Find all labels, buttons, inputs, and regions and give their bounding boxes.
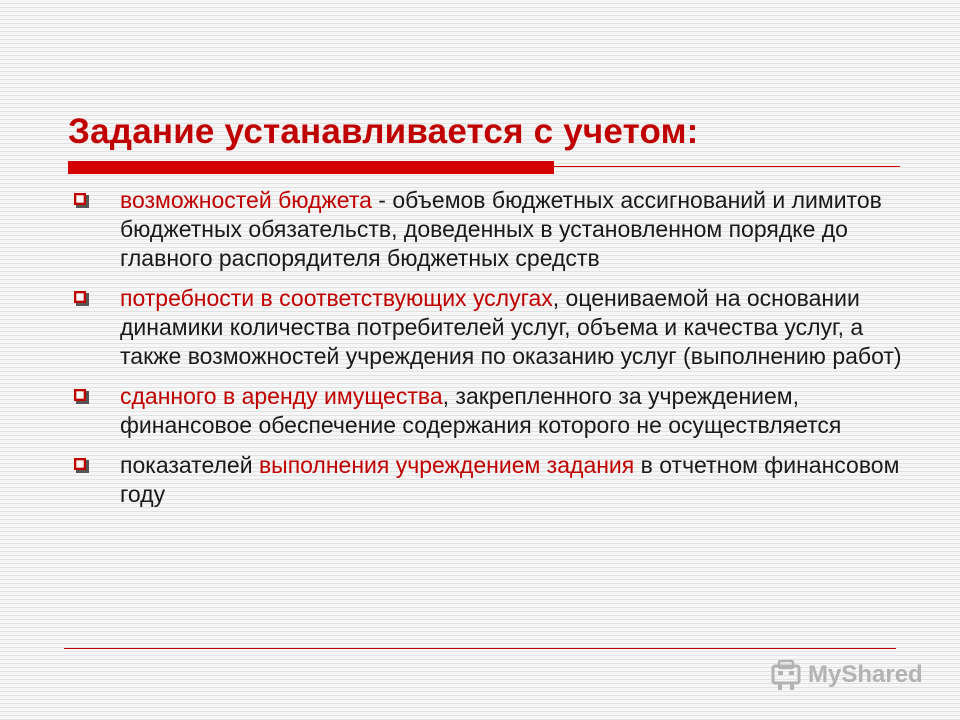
bullet-list (72, 186, 912, 520)
bullet-text (120, 284, 912, 371)
hollow-square-bullet-icon (74, 458, 89, 473)
hollow-square-bullet-icon (74, 389, 89, 404)
bullet-highlight: потребности в соответствующих услугах (120, 285, 553, 311)
bullet-body: - объемов бюджетных ассигнований и лимитов бюджетных обязательств, доведенных в установленном порядке до главного распорядителя бюджетных средств (120, 187, 882, 271)
bullet-text (120, 451, 912, 509)
title-underline-thin (68, 166, 900, 167)
bullet-item (72, 451, 912, 509)
bullet-highlight: сданного в аренду имущества (120, 383, 443, 409)
bullet-text (120, 382, 912, 440)
watermark-text: MyShared (808, 661, 923, 688)
slide-title: Задание устанавливается с учетом: (68, 112, 699, 151)
bullet-body: , закрепленного за учреждением, финансовое обеспечение содержания которого не осуществляется (120, 383, 842, 438)
hollow-square-bullet-icon (74, 193, 89, 208)
bullet-item (72, 382, 912, 440)
bullet-highlight: выполнения учреждением задания (258, 452, 635, 478)
bullet-body: , оцениваемой на основании динамики количества потребителей услуг, объема и качества услуг, а также возможностей учреждения по оказанию услуг (выполнению работ) (120, 285, 902, 369)
myshared-logo-icon (768, 658, 804, 692)
hollow-square-bullet-icon (74, 291, 89, 306)
bullet-highlight: возможностей бюджета (120, 187, 372, 213)
watermark (768, 656, 928, 696)
bullet-text (120, 186, 912, 273)
title-underline-thick (68, 161, 554, 174)
bullet-item (72, 186, 912, 273)
bullet-item (72, 284, 912, 371)
bullet-body: показателей (120, 452, 259, 478)
footer-divider (64, 648, 896, 649)
bullet-body: в отчетном финансовом году (120, 452, 900, 507)
